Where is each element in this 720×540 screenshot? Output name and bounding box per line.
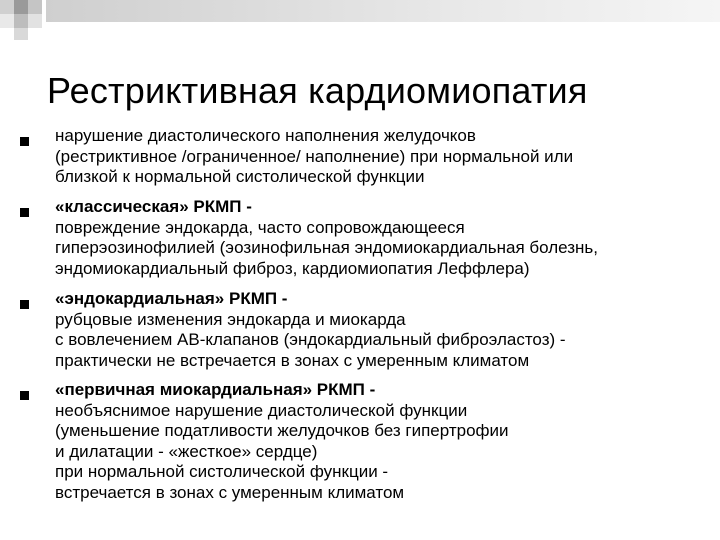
decor-square (14, 28, 28, 40)
decor-bar (46, 0, 720, 22)
bullet-marker (20, 137, 29, 146)
bullet-item (55, 197, 715, 279)
bullet-marker (20, 208, 29, 217)
bullet-text-line: рубцовые изменения эндокарда и миокарда (55, 309, 406, 329)
bullet-heading: «эндокардиальная» РКМП - (55, 289, 288, 308)
bullet-text-line: необъяснимое нарушение диастолической функции (55, 400, 468, 420)
bullet-text-line: и дилатации - «жесткое» сердце) (55, 441, 318, 461)
bullet-heading: «классическая» РКМП - (55, 197, 252, 216)
bullet-text-line: (рестриктивное /ограниченное/ наполнение) при нормальной или (55, 146, 574, 166)
bullet-text-line: близкой к нормальной систолической функции (55, 167, 425, 186)
bullet-text-line: (уменьшение податливости желудочков без гипертрофии (55, 421, 509, 440)
bullet-text-line: с вовлечением АВ-клапанов (эндокардиальный фиброэластоз) - (55, 330, 566, 349)
bullet-text-line: практически не встречается в зонах с умеренным климатом (55, 350, 530, 370)
bullet-text-line: при нормальной систолической функции - (55, 462, 389, 481)
bullet-marker (20, 391, 29, 400)
bullet-heading: «первичная миокардиальная» РКМП - (55, 380, 376, 399)
bullet-text-line: нарушение диастолического наполнения желудочков (55, 126, 476, 145)
bullet-text-line: встречается в зонах с умеренным климатом (55, 482, 405, 502)
decor-square (14, 0, 28, 14)
header-decoration (0, 0, 720, 40)
bullet-text-line: повреждение эндокарда, часто сопровождающееся (55, 217, 465, 237)
bullet-text-line: гиперэозинофилией (эозинофильная эндомиокардиальная болезнь, (55, 238, 599, 257)
decor-square (28, 0, 42, 14)
bullet-item (55, 126, 715, 188)
bullet-marker (20, 300, 29, 309)
decor-square (0, 14, 14, 28)
bullet-item (55, 380, 715, 503)
decor-square (28, 14, 42, 28)
slide-title: Рестриктивная кардиомиопатия (47, 70, 588, 111)
decor-square (14, 14, 28, 28)
bullet-text-line: эндомиокардиальный фиброз, кардиомиопатия Леффлера) (55, 258, 530, 278)
decor-square (0, 0, 14, 14)
bullet-item (55, 289, 715, 371)
